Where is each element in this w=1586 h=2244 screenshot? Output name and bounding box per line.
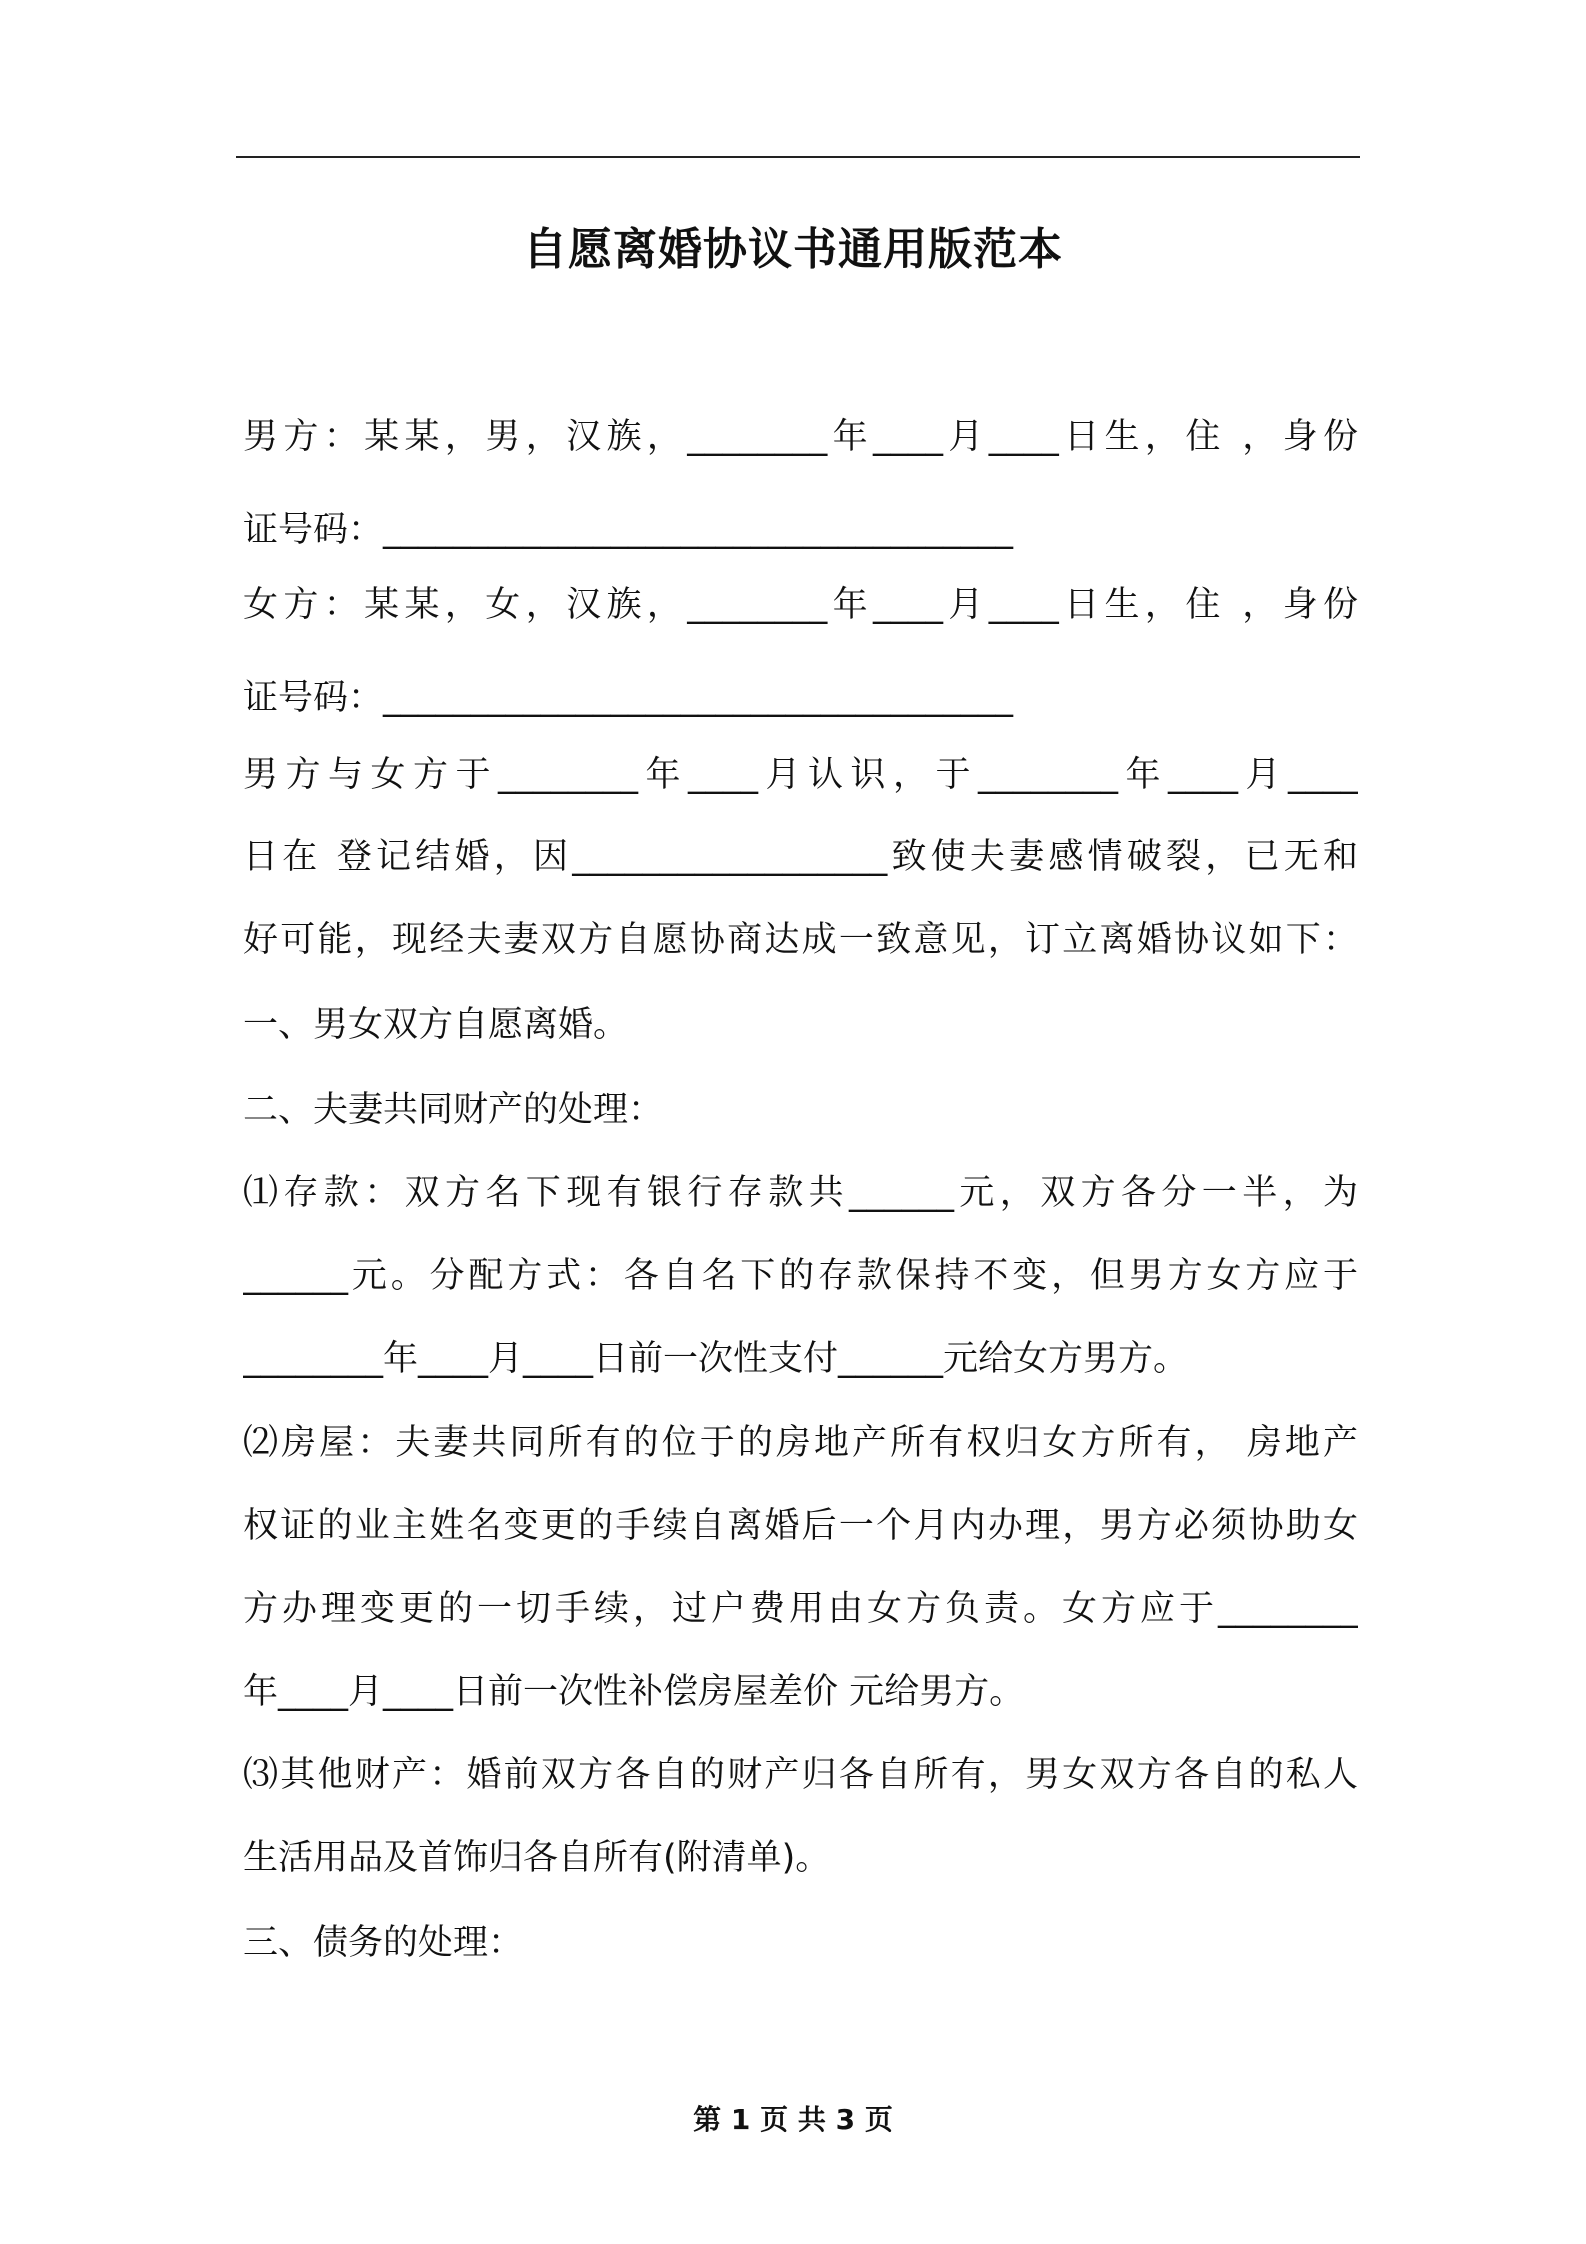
text-line-female-id: 证号码：____________________________________	[243, 678, 1014, 718]
text-line-house: ⑵房屋：夫妻共同所有的位于的房地产所有权归女方所有， 房地产	[243, 1423, 1358, 1463]
text-line-house-fees: 方办理变更的一切手续，过户费用由女方负责。女方应于________	[243, 1589, 1358, 1629]
text-line-male-party: 男方：某某，男，汉族，________年____月____日生，住 ，身份	[243, 417, 1358, 457]
text-line-house-compensation: 年____月____日前一次性补偿房屋差价 元给男方。	[243, 1672, 1025, 1712]
text-line-personal-items: 生活用品及首饰归各自所有(附清单)。	[243, 1838, 831, 1878]
text-line-agreement-intro: 好可能，现经夫妻双方自愿协商达成一致意见，订立离婚协议如下：	[243, 920, 1358, 960]
page-number: 第 1 页 共 3 页	[693, 2103, 893, 2136]
section-heading-3: 三、债务的处理：	[243, 1923, 524, 1963]
section-heading-1: 一、男女双方自愿离婚。	[243, 1005, 629, 1045]
text-line-marriage: 日在 登记结婚，因__________________致使夫妻感情破裂，已无和	[243, 837, 1358, 877]
text-line-house-transfer: 权证的业主姓名变更的手续自离婚后一个月内办理，男方必须协助女	[243, 1506, 1358, 1546]
text-line-deposits: ⑴存款：双方名下现有银行存款共______元，双方各分一半，为	[243, 1173, 1358, 1213]
header-rule	[236, 156, 1360, 158]
text-line-other-property: ⑶其他财产：婚前双方各自的财产归各自所有，男女双方各自的私人	[243, 1755, 1358, 1795]
text-line-deposits-distribution: ______元。分配方式：各自名下的存款保持不变，但男方女方应于	[243, 1256, 1358, 1296]
text-line-deposits-payment: ________年____月____日前一次性支付______元给女方男方。	[243, 1339, 1189, 1379]
text-line-acquaintance: 男方与女方于________年____月认识，于________年____月____	[243, 755, 1358, 795]
document-title: 自愿离婚协议书通用版范本	[523, 224, 1063, 275]
section-heading-2: 二、夫妻共同财产的处理：	[243, 1090, 664, 1130]
text-line-male-id: 证号码：____________________________________	[243, 510, 1014, 550]
text-line-female-party: 女方：某某，女，汉族，________年____月____日生，住 ，身份	[243, 585, 1358, 625]
